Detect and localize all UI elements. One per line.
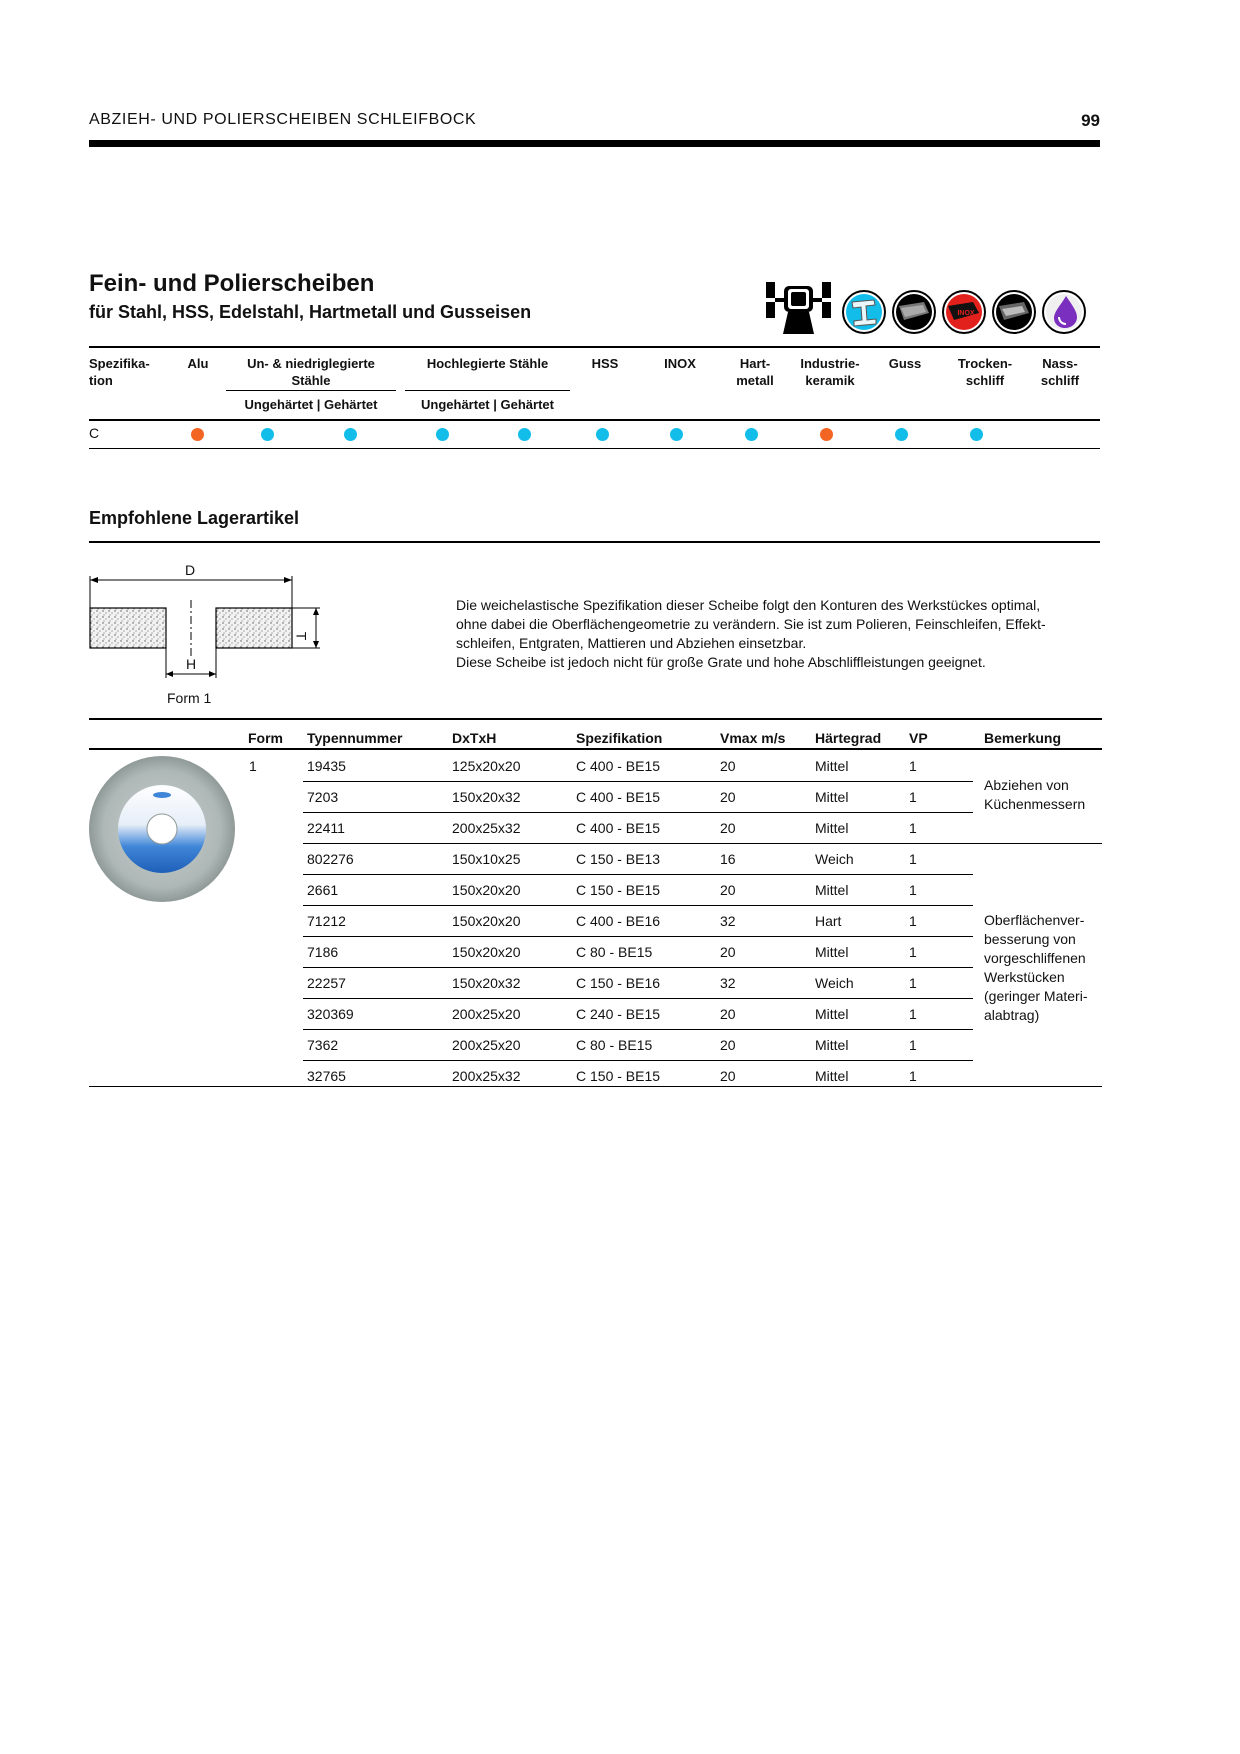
column-header-remark: Bemerkung bbox=[984, 730, 1062, 746]
row-divider bbox=[303, 905, 973, 906]
cell-vp: 1 bbox=[909, 944, 917, 960]
row-divider bbox=[303, 936, 973, 937]
cell-vmax: 20 bbox=[720, 820, 736, 836]
cell-vmax: 20 bbox=[720, 789, 736, 805]
row-divider bbox=[303, 781, 973, 782]
steel-profile-icon bbox=[843, 291, 885, 333]
row-divider bbox=[303, 967, 973, 968]
cell-type: 320369 bbox=[307, 1006, 354, 1022]
spec-header-line: Industrie- bbox=[800, 356, 860, 371]
row-divider bbox=[303, 843, 1102, 844]
form-value: 1 bbox=[249, 758, 257, 774]
description-line: ohne dabei die Oberflächengeometrie zu verändern. Sie ist zum Polieren, Feinschleifen, Effekt- bbox=[456, 616, 1046, 632]
column-header-dimensions: DxTxH bbox=[452, 730, 497, 746]
products-table-top-rule bbox=[89, 718, 1102, 720]
page-title: Fein- und Polierscheiben bbox=[89, 270, 375, 297]
remark-line: alabtrag) bbox=[984, 1007, 1040, 1023]
row-divider bbox=[303, 1060, 973, 1061]
cell-specification: C 400 - BE16 bbox=[576, 913, 661, 929]
spec-header-line: keramik bbox=[805, 373, 855, 388]
dimension-label-d: D bbox=[185, 562, 196, 578]
dimension-label-t: T bbox=[293, 631, 310, 641]
cell-vmax: 16 bbox=[720, 851, 736, 867]
cell-specification: C 80 - BE15 bbox=[576, 1037, 653, 1053]
spec-subheader-rule bbox=[405, 390, 570, 391]
cell-dimensions: 200x25x20 bbox=[452, 1006, 521, 1022]
suitability-dot bbox=[344, 428, 357, 441]
column-header-hardness: Härtegrad bbox=[815, 730, 882, 746]
spec-header-line: metall bbox=[736, 373, 774, 388]
cell-type: 22257 bbox=[307, 975, 346, 991]
cell-dimensions: 150x20x20 bbox=[452, 944, 521, 960]
spec-header-line: tion bbox=[89, 373, 113, 388]
spec-row-label: C bbox=[89, 425, 100, 441]
suitability-dot bbox=[191, 428, 204, 441]
cell-specification: C 150 - BE15 bbox=[576, 882, 661, 898]
remark-line: Abziehen von bbox=[984, 777, 1069, 793]
cell-vmax: 20 bbox=[720, 944, 736, 960]
spec-header-hss: HSS bbox=[591, 356, 619, 371]
spec-header-line: Hart- bbox=[739, 356, 771, 371]
cell-hardness: Hart bbox=[815, 913, 842, 929]
cell-hardness: Mittel bbox=[815, 944, 849, 960]
cell-vp: 1 bbox=[909, 789, 917, 805]
spec-header-line: schliff bbox=[1040, 373, 1080, 388]
suitability-dot bbox=[670, 428, 683, 441]
spec-header-line: Stähle bbox=[291, 373, 331, 388]
spec-subheader-unalloyed: Ungehärtet | Gehärtet bbox=[244, 397, 378, 412]
spec-table-header-rule bbox=[89, 419, 1100, 421]
row-divider bbox=[303, 998, 973, 999]
cell-type: 19435 bbox=[307, 758, 346, 774]
cell-dimensions: 150x10x25 bbox=[452, 851, 521, 867]
cell-hardness: Mittel bbox=[815, 1068, 849, 1084]
dimension-label-h: H bbox=[186, 656, 197, 672]
section-title: Empfohlene Lagerartikel bbox=[89, 508, 300, 528]
cell-specification: C 150 - BE13 bbox=[576, 851, 661, 867]
cell-type: 71212 bbox=[307, 913, 346, 929]
cell-vp: 1 bbox=[909, 913, 917, 929]
page-subtitle: für Stahl, HSS, Edelstahl, Hartmetall und Gusseisen bbox=[89, 302, 532, 322]
cell-specification: C 80 - BE15 bbox=[576, 944, 653, 960]
spec-table-bottom-rule bbox=[89, 448, 1100, 449]
cell-vmax: 20 bbox=[720, 1006, 736, 1022]
column-header-vp: VP bbox=[909, 730, 928, 746]
description-line: Diese Scheibe ist jedoch nicht für große Grate und hohe Abschliffleistungen geeignet. bbox=[456, 654, 986, 670]
cell-vp: 1 bbox=[909, 1068, 917, 1084]
spec-header-line: Spezifika- bbox=[89, 356, 150, 371]
spec-header-line: schliff bbox=[965, 373, 1005, 388]
cell-dimensions: 150x20x32 bbox=[452, 789, 521, 805]
cell-type: 7362 bbox=[307, 1037, 339, 1053]
suitability-dot bbox=[518, 428, 531, 441]
column-header-vmax: Vmax m/s bbox=[720, 730, 786, 746]
products-table-bottom-rule bbox=[89, 1086, 1102, 1087]
suitability-dot bbox=[261, 428, 274, 441]
cell-hardness: Mittel bbox=[815, 882, 849, 898]
diagram-caption: Form 1 bbox=[167, 690, 212, 706]
spec-header-alu: Alu bbox=[187, 356, 209, 371]
cell-vmax: 32 bbox=[720, 975, 736, 991]
cell-dimensions: 125x20x20 bbox=[452, 758, 521, 774]
spec-table-top-rule bbox=[89, 346, 1100, 348]
running-title: ABZIEH- UND POLIERSCHEIBEN SCHLEIFBOCK bbox=[89, 111, 477, 128]
cell-dimensions: 200x25x32 bbox=[452, 820, 521, 836]
cell-vp: 1 bbox=[909, 882, 917, 898]
cell-type: 802276 bbox=[307, 851, 354, 867]
row-divider bbox=[303, 812, 973, 813]
cell-vmax: 20 bbox=[720, 882, 736, 898]
cell-specification: C 400 - BE15 bbox=[576, 789, 661, 805]
cell-specification: C 400 - BE15 bbox=[576, 820, 661, 836]
suitability-dot bbox=[820, 428, 833, 441]
cell-hardness: Weich bbox=[815, 975, 854, 991]
cell-hardness: Weich bbox=[815, 851, 854, 867]
remark-surface-improvement bbox=[984, 911, 1087, 1025]
cell-vmax: 32 bbox=[720, 913, 736, 929]
cell-vp: 1 bbox=[909, 1037, 917, 1053]
header-rule bbox=[89, 140, 1100, 147]
column-header-specification: Spezifikation bbox=[576, 730, 663, 746]
spec-header-highalloyed: Hochlegierte Stähle bbox=[426, 356, 549, 371]
polishing-wheel-image bbox=[88, 755, 236, 903]
cell-hardness: Mittel bbox=[815, 1037, 849, 1053]
suitability-dot bbox=[895, 428, 908, 441]
wet-grinding-icon bbox=[1043, 291, 1085, 333]
cell-specification: C 150 - BE16 bbox=[576, 975, 661, 991]
spec-header-inox: INOX bbox=[664, 356, 696, 371]
carbide-material-icon bbox=[993, 291, 1035, 333]
cell-dimensions: 200x25x20 bbox=[452, 1037, 521, 1053]
bench-grinder-icon bbox=[766, 282, 831, 334]
product-description bbox=[456, 596, 1096, 672]
remark-knife-sharpening bbox=[984, 776, 1085, 814]
description-line: schleifen, Entgraten, Mattieren und Abziehen einsetzbar. bbox=[456, 635, 807, 651]
cell-dimensions: 200x25x32 bbox=[452, 1068, 521, 1084]
spec-header-line: Un- & niedriglegierte bbox=[247, 356, 375, 371]
remark-line: Werkstücken bbox=[984, 969, 1065, 985]
spec-header-carbide bbox=[720, 355, 790, 389]
spec-header-ceramic bbox=[790, 355, 870, 389]
cell-vp: 1 bbox=[909, 1006, 917, 1022]
cell-vmax: 20 bbox=[720, 1037, 736, 1053]
suitability-dot bbox=[436, 428, 449, 441]
suitability-dot bbox=[745, 428, 758, 441]
application-icons bbox=[766, 280, 1106, 336]
cell-hardness: Mittel bbox=[815, 1006, 849, 1022]
products-header-rule bbox=[89, 748, 1102, 750]
cell-type: 2661 bbox=[307, 882, 339, 898]
cell-vmax: 20 bbox=[720, 758, 736, 774]
cell-type: 7186 bbox=[307, 944, 339, 960]
spec-header-specification bbox=[89, 355, 169, 389]
cell-specification: C 150 - BE15 bbox=[576, 1068, 661, 1084]
cell-vp: 1 bbox=[909, 758, 917, 774]
remark-line: Oberflächenver- bbox=[984, 912, 1085, 928]
cell-specification: C 240 - BE15 bbox=[576, 1006, 661, 1022]
description-line: Die weichelastische Spezifikation dieser Scheibe folgt den Konturen des Werkstückes optimal, bbox=[456, 597, 1041, 613]
cell-dimensions: 150x20x20 bbox=[452, 913, 521, 929]
row-divider bbox=[303, 1029, 973, 1030]
section-rule bbox=[89, 541, 1100, 543]
remark-line: vorgeschliffenen bbox=[984, 950, 1086, 966]
spec-subheader-highalloyed: Ungehärtet | Gehärtet bbox=[421, 397, 554, 412]
cell-dimensions: 150x20x20 bbox=[452, 882, 521, 898]
cell-dimensions: 150x20x32 bbox=[452, 975, 521, 991]
spec-header-line: Nass- bbox=[1042, 356, 1078, 371]
suitability-dot bbox=[596, 428, 609, 441]
cell-vp: 1 bbox=[909, 851, 917, 867]
spec-header-cast: Guss bbox=[888, 356, 922, 371]
cell-hardness: Mittel bbox=[815, 789, 849, 805]
svg-text:INOX: INOX bbox=[957, 310, 975, 317]
spec-header-unalloyed bbox=[226, 355, 396, 389]
spec-header-wet bbox=[1025, 355, 1095, 389]
column-header-form: Form bbox=[248, 730, 283, 746]
column-header-type: Typennummer bbox=[307, 730, 403, 746]
spec-header-dry bbox=[945, 355, 1025, 389]
remark-line: Küchenmessern bbox=[984, 796, 1086, 812]
suitability-dot bbox=[970, 428, 983, 441]
inox-material-icon bbox=[943, 291, 985, 333]
spec-subheader-rule bbox=[226, 390, 396, 391]
cell-vp: 1 bbox=[909, 820, 917, 836]
cell-vmax: 20 bbox=[720, 1068, 736, 1084]
cell-vp: 1 bbox=[909, 975, 917, 991]
remark-line: besserung von bbox=[984, 931, 1076, 947]
cell-type: 7203 bbox=[307, 789, 339, 805]
cell-hardness: Mittel bbox=[815, 820, 849, 836]
cell-specification: C 400 - BE15 bbox=[576, 758, 661, 774]
row-divider bbox=[303, 874, 973, 875]
cell-hardness: Mittel bbox=[815, 758, 849, 774]
page-number: 99 bbox=[1081, 111, 1100, 130]
cell-type: 32765 bbox=[307, 1068, 346, 1084]
spec-header-line: Trocken- bbox=[957, 356, 1013, 371]
remark-line: (geringer Materi- bbox=[984, 988, 1088, 1004]
cell-type: 22411 bbox=[307, 820, 345, 836]
steel-material-icon bbox=[893, 291, 935, 333]
